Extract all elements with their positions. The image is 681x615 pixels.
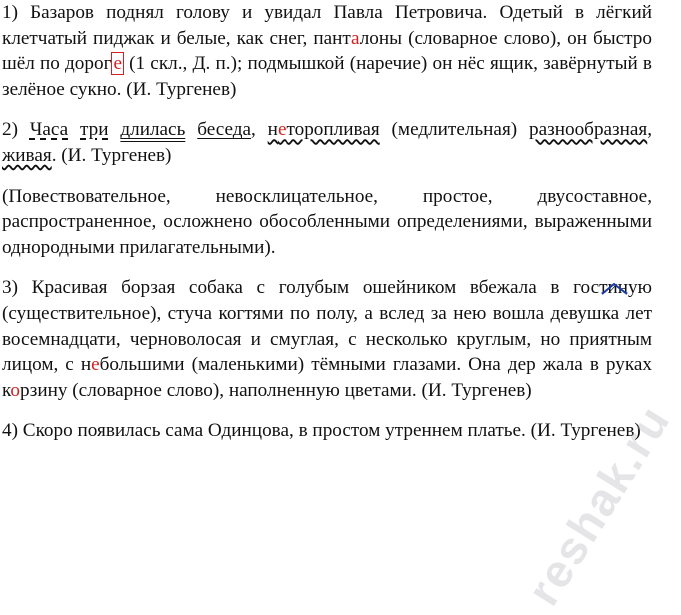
highlighted-letter: о: [10, 379, 20, 401]
text-segment: 1) Базаров поднял голову и увидал Павла Петровича. Одетый в лёгкий клетчатый пиджак и белые, как снег, пант: [2, 2, 652, 49]
highlighted-letter: е: [277, 119, 287, 141]
text-segment: (медлительная): [379, 119, 530, 141]
highlighted-letter: е: [91, 354, 100, 376]
circumstance-word: три: [80, 119, 109, 141]
circumstance-word: Часа: [29, 119, 69, 141]
text-segment: (1 скл., Д. п.); подмышкой (наречие) он нёс ящик, завёрнутый в зелёное сукно. (И. Тургенев): [2, 53, 652, 100]
paragraph-2: [2, 117, 652, 168]
text-segment: большими (маленькими) тёмными глазами. Она дер жала в руках к: [2, 354, 652, 401]
watermark-logo: reshak.ru: [516, 395, 680, 615]
punctuation: ,: [647, 119, 653, 141]
text-segment: . (И. Тургенев): [51, 144, 172, 166]
definition-word-part: н: [267, 119, 278, 141]
text-segment: лоны (словарное слово), он быстро шёл по дорог: [2, 27, 652, 75]
text-segment: 3) Красивая борзая собака с голубым ошейником вбежала в гостиную (существительное), стуча когтями по полу, а вслед за нею вошла девушка лет восемнадцати, черноволосая и смуглая, с несколько круглым, но приятным лицом, с н: [2, 277, 652, 376]
paragraph-3-analysis: (Повествовательное, невосклицательное, простое, двусоставное, распространенное, осложнено обособленными определениями, выраженными однородными прилагательными).: [2, 185, 652, 258]
sentence-number: 2): [2, 119, 30, 141]
predicate-word: длилась: [120, 119, 186, 141]
text-segment: рзину (словарное слово), наполненную цветами. (И. Тургенев): [19, 379, 532, 401]
root-arc-mark: [600, 282, 630, 296]
highlighted-letter: а: [351, 27, 360, 49]
boxed-ending: е: [113, 53, 122, 75]
paragraph-4: [2, 275, 652, 403]
definition-word: живая: [2, 144, 52, 166]
paragraph-1: [2, 0, 652, 102]
punctuation: ,: [251, 119, 268, 141]
subject-word: беседа: [197, 119, 251, 141]
document-body: [2, 0, 652, 459]
definition-word-part: торопливая: [286, 119, 380, 141]
paragraph-5: 4) Скоро появилась сама Одинцова, в простом утреннем платье. (И. Тургенев): [2, 420, 641, 442]
definition-word: разнообразная: [529, 119, 648, 141]
